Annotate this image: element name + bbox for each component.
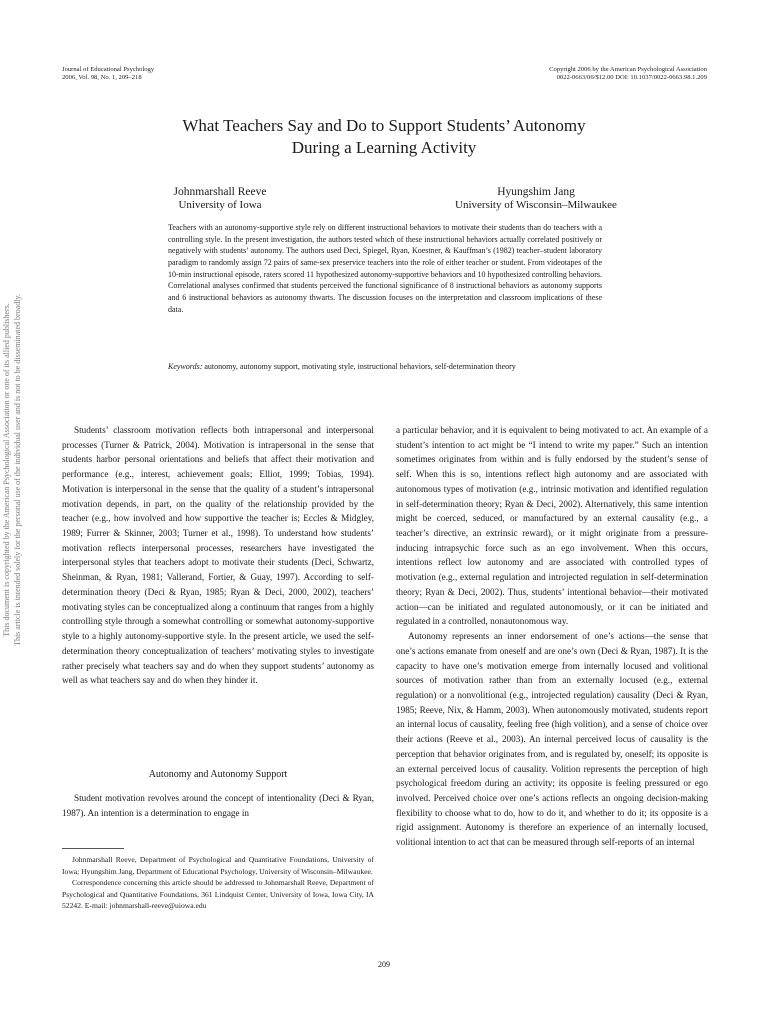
body-paragraph: Students’ classroom motivation reflects both intrapersonal and interpersonal processes (Turner & Patrick, 2004). Motivation is intrapersonal in the sense that students harbor personal orientations and beliefs that affect their motivation and performance (e.g., interest, achievement goals; Elliot, 1999; Tobias, 1994). Motivation is interpersonal in the sense that the quality of a student’s intrapersonal motivation depends, in part, on the quality of the relationship provided by the teacher (e.g., how involved and how supportive the teacher is; Eccles & Midgley, 1989; Furrer & Skinner, 2003; Turner et al., 1998). To understand how students’ motivation reflects interpersonal processes, researchers have investigated the interpersonal styles that teachers adopt to motivate their students (Deci, Schwartz, Sheinman, & Ryan, 1981; Vallerand, Fortier, & Guay, 1997). According to self-determination theory (Deci & Ryan, 1985; Ryan & Deci, 2000, 2002), teachers’ motivating styles can be conceptualized along a continuum that ranges from a highly controlling style through a somewhat controlling or somewhat autonomy-supportive style to a highly autonomy-supportive style. In the present article, we used the self-determination theory conceptualization of teachers’ motivating styles to investigate rather precisely what teachers say and do when they support students’ autonomy as well as what teachers say and do when they hinder it. xyxy=(62,425,374,686)
body-paragraph: Student motivation revolves around the concept of intentionality (Deci & Ryan, 1987). An intention is a determination to engage in xyxy=(62,793,374,818)
copyright-notice: Copyright 2006 by the American Psychological Association xyxy=(549,66,707,73)
journal-volume: 2006, Vol. 98, No. 1, 209–218 xyxy=(62,74,142,81)
author-name: Hyungshim Jang xyxy=(497,186,575,198)
author-affiliation: University of Wisconsin–Milwaukee xyxy=(455,199,617,211)
article-title xyxy=(90,115,678,159)
author-name: Johnmarshall Reeve xyxy=(173,186,267,198)
doi: 0022-0663/06/$12.00 DOI: 10.1037/0022-0663.98.1.209 xyxy=(556,74,707,81)
author-note xyxy=(62,854,374,912)
abstract: Teachers with an autonomy-supportive style rely on different instructional behaviors to motivate their students than do teachers with a controlling style. In the present investigation, the authors tested which of these instructional behaviors actually correlated positively or negatively with students’ autonomy. The authors used Deci, Spiegel, Ryan, Koestner, & Kauffman’s (1982) teacher–student laboratory paradigm to randomly assign 72 pairs of same-sex preservice teachers into the role of either teacher or student. From videotapes of the 10-min instructional episode, raters scored 11 hypothesized autonomy-supportive behaviors and 10 hypothesized controlling behaviors. Correlational analyses confirmed that students perceived the functional significance of 8 instructional behaviors as autonomy supports and 6 instructional behaviors as autonomy thwarts. The discussion focuses on the interpretation and classroom implications of these data. xyxy=(168,223,602,314)
body-paragraph: Autonomy represents an inner endorsement of one’s actions—the sense that one’s actions emanate from oneself and are one’s own (Deci & Ryan, 1987). It is the capacity to have one’s motivation emerge from internally locused and volitional sources of motivation rather than from an externally locused (e.g., external regulation) or a nonvolitional (e.g., introjected regulation) causality (Deci & Ryan, 1985; Reeve, Nix, & Hamm, 2003). When autonomously motivated, students report an internal locus of causality, feeling free (high volition), and a sense of choice over their actions (Reeve et al., 2003). An internal perceived locus of causality is the perception that behavior originates from, and is regulated by, oneself; its opposite is an external perceived locus of causality. Volition represents the perception of high psychological freedom during an activity; its opposite is feeling pressured or ego involved. Perceived choice over one’s actions reflects an ongoing decision-making flexibility to choose what to do, how to do it, and whether to do it; its opposite is a rigid assignment. Autonomy is therefore an experience of an internally locused, volitional intention to act that can be measured through self-reports of an internal xyxy=(396,631,708,848)
body-paragraph: a particular behavior, and it is equivalent to being motivated to act. An example of a student’s intention to act might be “I intend to write my paper.” Such an intention sometimes originates from within and is fully endorsed by the student’s sense of self. When this is so, intentions reflect high autonomy and are associated with autonomous types of motivation (e.g., intrinsic motivation and identified regulation in self-determination theory; Ryan & Deci, 2002). Alternatively, this same intention might be coerced, seduced, or manufactured by an external causality (e.g., a teacher’s directive, an extrinsic reward), or it might originate from a pressure-inducing intrapsychic force such as an ego involvement. When this occurs, intentions reflect low autonomy and are associated with controlled types of motivation (e.g., external regulation and introjected regulation in self-determination theory; Ryan & Deci, 2002). Thus, students’ intentional behavior—their motivated action—can be initiated and regulated autonomously, or it can be initiated and regulated in a controlled, nonautonomous way. xyxy=(396,425,708,627)
author-affiliation: University of Iowa xyxy=(178,199,262,211)
section-heading: Autonomy and Autonomy Support xyxy=(148,769,288,780)
keywords xyxy=(168,361,602,373)
side-notice-line-1: This document is copyrighted by the American Psychological Association or one of its allied publishers. xyxy=(2,303,11,637)
left-column-continued xyxy=(62,791,374,820)
copyright-header xyxy=(549,66,707,82)
page-number: 209 xyxy=(378,960,390,969)
right-column xyxy=(396,423,708,850)
title-line-2: During a Learning Activity xyxy=(291,138,477,157)
copyright-side-notice xyxy=(2,120,23,820)
author-block xyxy=(140,186,300,212)
keywords-list: autonomy, autonomy support, motivating style, instructional behaviors, self-determination theory xyxy=(204,362,516,371)
author-block xyxy=(440,186,632,212)
footnote-divider xyxy=(62,848,124,849)
journal-name: Journal of Educational Psychology xyxy=(62,66,155,73)
keywords-label: Keywords: xyxy=(168,362,203,371)
journal-header xyxy=(62,66,154,82)
title-line-1: What Teachers Say and Do to Support Students’ Autonomy xyxy=(182,116,586,135)
author-note-correspondence: Correspondence concerning this article should be addressed to Johnmarshall Reeve, Department of Psychological and Quantitative Foundations, 361 Lindquist Center, University of Iowa, Iowa City, IA 52242. E-mail: johnmarshall-reeve@uiowa.edu xyxy=(62,878,374,911)
author-note-affiliations: Johnmarshall Reeve, Department of Psychological and Quantitative Foundations, University of Iowa; Hyungshim Jang, Department of Educational Psychology, University of Wisconsin–Milwaukee. xyxy=(62,855,374,876)
side-notice-line-2: This article is intended solely for the personal use of the individual user and is not to be disseminated broadly. xyxy=(12,294,22,646)
left-column xyxy=(62,423,374,688)
